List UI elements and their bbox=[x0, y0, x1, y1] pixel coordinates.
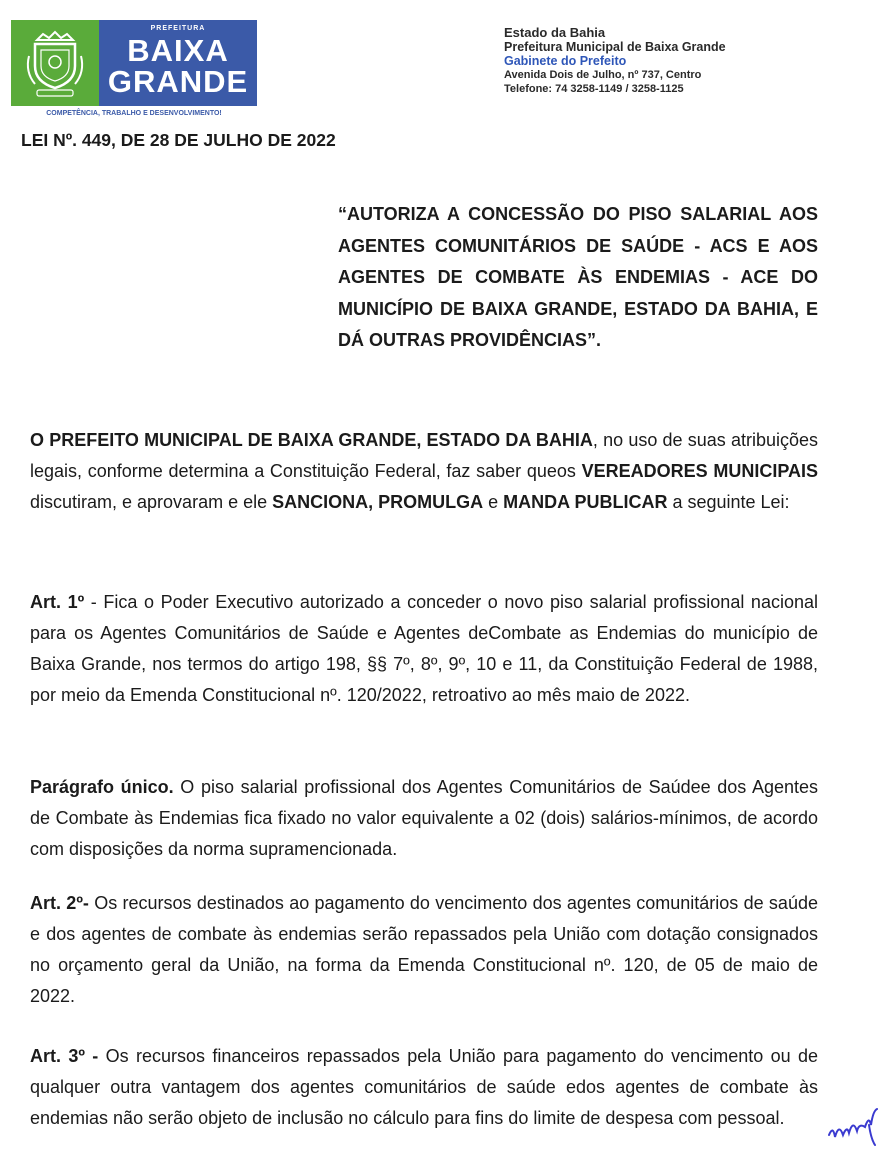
signature-initials-icon bbox=[825, 1105, 881, 1149]
office-name: Gabinete do Prefeito bbox=[504, 54, 627, 68]
article-3 bbox=[30, 1041, 818, 1134]
article-2-label: Art. 2º- bbox=[30, 893, 89, 913]
preamble-text-4: a seguinte Lei: bbox=[667, 492, 790, 512]
law-title: LEI Nº. 449, DE 28 DE JULHO DE 2022 bbox=[21, 130, 336, 150]
logo-prefeitura-text: PREFEITURA bbox=[150, 25, 206, 32]
article-2-text: Os recursos destinados ao pagamento do vencimento dos agentes comunitários de saúde e dos agentes de combate às endemias serão repassados pela União com dotação consignados no orçamento geral da União, na forma da Emenda Constitucional nº. 120, de 05 de maio de 2022. bbox=[30, 893, 818, 1006]
article-1-label: Art. 1º bbox=[30, 592, 85, 612]
logo-word-baixa: BAIXA bbox=[127, 33, 229, 68]
article-2 bbox=[30, 888, 818, 1012]
sanctions-label: SANCIONA, PROMULGA bbox=[272, 492, 484, 512]
phone-numbers: Telefone: 74 3258-1149 / 3258-1125 bbox=[504, 83, 684, 95]
publish-label: MANDA PUBLICAR bbox=[503, 492, 668, 512]
preamble-text-3: e bbox=[483, 492, 504, 512]
logo-wordmark bbox=[99, 20, 257, 106]
logo-word-grande: GRANDE bbox=[107, 64, 249, 99]
article-1-text: - Fica o Poder Executivo autorizado a conceder o novo piso salarial profissional nacional para os Agentes Comunitários de Saúde e Agentes deCombate as Endemias do município de Baixa Grande, nos termos do artigo 198, §§ 7º, 8º, 9º, 10 e 11, da Constituição Federal de 1988, por meio da Emenda Constitucional nº. 120/2022, retroativo ao mês maio de 2022. bbox=[30, 592, 818, 705]
article-3-text: Os recursos financeiros repassados pela União para pagamento do vencimento ou de qualquer outra vantagem dos agentes comunitários de saúde edos agentes de combate às endemias não serão objeto de inclusão no cálculo para fins do limite de despesa com pessoal. bbox=[30, 1046, 818, 1128]
preamble-paragraph bbox=[30, 425, 818, 518]
article-3-label: Art. 3º - bbox=[30, 1046, 99, 1066]
law-ementa: “AUTORIZA A CONCESSÃO DO PISO SALARIAL AOS AGENTES COMUNITÁRIOS DE SAÚDE - ACS E AOS AGENTES DE COMBATE ÀS ENDEMIAS - ACE DO MUNICÍPIO DE BAIXA GRANDE, ESTADO DA BAHIA, E DÁ OUTRAS PROVIDÊNCIAS”. bbox=[338, 204, 818, 350]
coat-of-arms-icon bbox=[23, 26, 87, 100]
sole-paragraph bbox=[30, 772, 818, 865]
preamble-text-1: , no uso de suas atribuições legais, conforme determina a Constituição Federal, faz saber queos bbox=[30, 430, 819, 481]
sole-paragraph-label: Parágrafo único. bbox=[30, 777, 174, 797]
councillors-label: VEREADORES MUNICIPAIS bbox=[581, 461, 818, 481]
municipality-logo bbox=[11, 20, 257, 120]
mayor-title: O PREFEITO MUNICIPAL DE BAIXA GRANDE, ESTADO DA BAHIA bbox=[30, 430, 593, 450]
preamble-text-2: discutiram, e aprovaram e ele bbox=[30, 492, 273, 512]
article-1 bbox=[30, 587, 818, 711]
logo-slogan: COMPETÊNCIA, TRABALHO E DESENVOLVIMENTO! bbox=[46, 110, 222, 117]
state-name: Estado da Bahia bbox=[504, 25, 606, 40]
letterhead-address bbox=[504, 26, 726, 96]
coat-of-arms-panel bbox=[11, 20, 99, 106]
street-address: Avenida Dois de Julho, nº 737, Centro bbox=[504, 69, 702, 81]
sole-paragraph-text: O piso salarial profissional dos Agentes Comunitários de Saúdee dos Agentes de Combate às Endemias fica fixado no valor equivalente a 02 (dois) salários-mínimos, de acordo com disposições da norma supramencionada. bbox=[30, 777, 818, 859]
prefecture-name: Prefeitura Municipal de Baixa Grande bbox=[504, 40, 726, 54]
